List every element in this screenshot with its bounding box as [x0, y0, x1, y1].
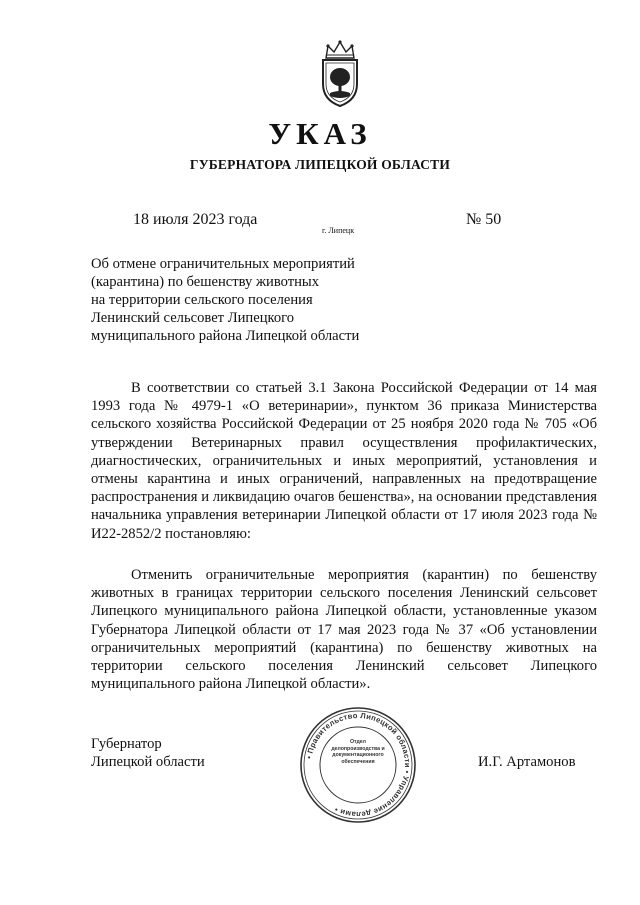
- subject-line: Ленинский сельсовет Липецкого: [91, 310, 295, 326]
- subject-line: Об отмене ограничительных мероприятий: [91, 256, 355, 272]
- subject-line: муниципального района Липецкой области: [91, 328, 360, 344]
- body-paragraph: Отменить ограничительные мероприятия (карантин) по бешенству животных в границах территории сельского поселения Ленинский сельсовет Липецкого муниципального района Липецкой области, установленные указом Губернатора Липецкой области от 17 мая 2023 года № 37 «Об установлении ограничительных мероприятий (карантина) по бешенству животных на территории сельского поселения Ленинский сельсовет Липецкого муниципального района Липецкой области».: [91, 567, 597, 693]
- stamp-inner-line: Отдел: [350, 739, 366, 745]
- stamp-inner-line: документационного: [332, 752, 384, 759]
- document-title: УКАЗ: [268, 116, 372, 151]
- stamp-inner-line: обеспечения: [341, 758, 375, 765]
- stamp-inner-line: делопроизводства и: [331, 745, 385, 752]
- document-date: 18 июля 2023 года: [133, 211, 258, 228]
- coat-of-arms-emblem: [316, 40, 364, 108]
- document-subject: [91, 255, 391, 345]
- signatory-position-line: Липецкой области: [91, 754, 205, 770]
- signatory-position-line: Губернатор: [91, 736, 162, 752]
- stamp-ring-text: • Правительство Липецкой области • Управление делами •: [304, 710, 413, 820]
- stamp-inner-text: [326, 739, 390, 765]
- signatory-position: [91, 735, 205, 771]
- document-city: г. Липецк: [322, 226, 355, 235]
- subject-line: на территории сельского поселения: [91, 292, 313, 308]
- signatory-name: И.Г. Артамонов: [478, 754, 576, 770]
- document-number: № 50: [466, 211, 502, 228]
- document-subtitle: ГУБЕРНАТОРА ЛИПЕЦКОЙ ОБЛАСТИ: [189, 157, 451, 172]
- subject-line: (карантина) по бешенству животных: [91, 274, 320, 290]
- body-paragraph: В соответствии со статьей 3.1 Закона Российской Федерации от 14 мая 1993 года № 4979-1 «О ветеринарии», пунктом 36 приказа Министерства сельского хозяйства Российской Федерации от 25 ноября 2020 года № 705 «Об утверждении Ветеринарных правил осуществления профилактических, диагностических, ограничительных и иных мероприятий, установления и отмены карантина и иных ограничений, направленных на предотвращение распространения и ликвидацию очагов бешенства», на основании представления начальника управления ветеринарии Липецкой области от 17 июля 2023 года № И22-2852/2 постановляю:: [91, 380, 597, 542]
